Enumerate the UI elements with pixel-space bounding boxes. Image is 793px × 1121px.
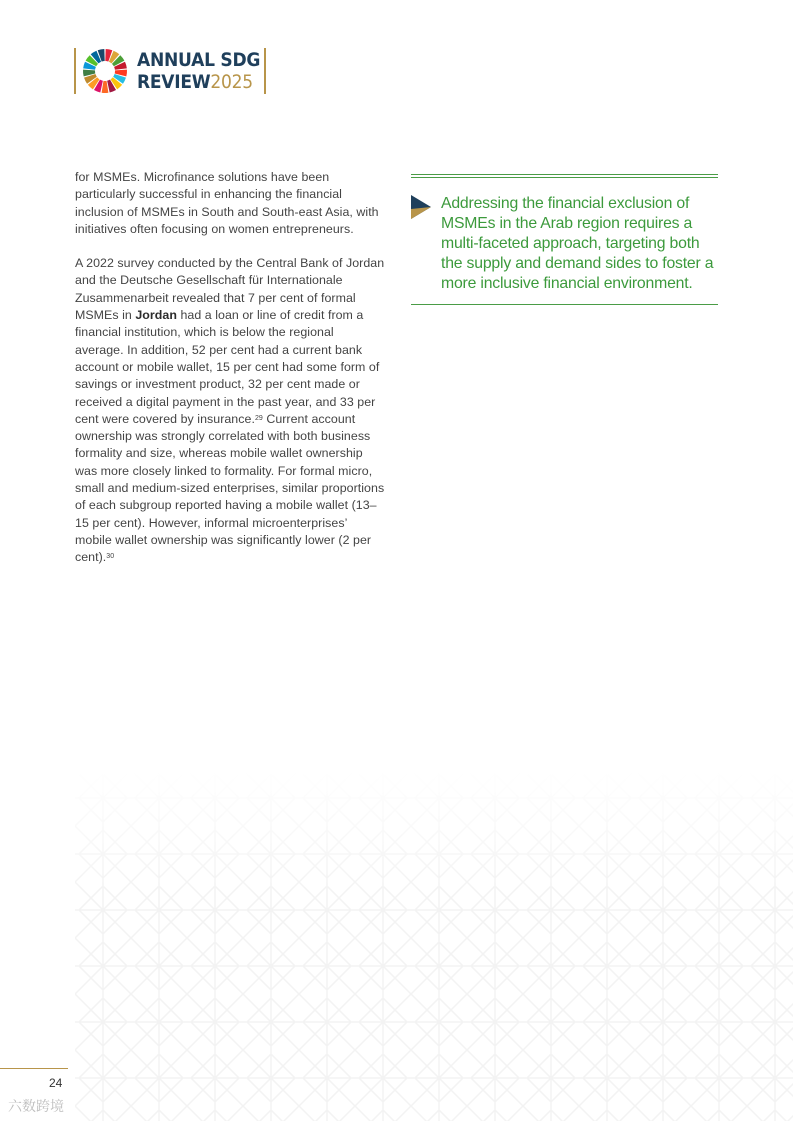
callout-top-rule-2 xyxy=(411,177,718,178)
callout-bottom-rule xyxy=(411,304,718,305)
callout-text: Addressing the financial exclusion of MSMEs in the Arab region requires a multi-faceted approach, targeting both the supply and demand sides to foster a more inclusive financial environment. xyxy=(441,195,714,292)
country-jordan: Jordan xyxy=(135,308,177,323)
play-arrow-icon xyxy=(411,195,431,219)
report-title xyxy=(137,49,260,93)
footnote-30[interactable]: 30 xyxy=(106,553,115,561)
paragraph-2-part-b: had a loan or line of credit from a financial institution, which is below the regional average. In addition, 52 per cent had a current bank account or mobile wallet, 15 per cent had some form of savings or investment product, 32 per cent made or received a digital payment in the past year, and 33 per cent were covered by insurance. xyxy=(75,308,380,426)
header-right-bar xyxy=(264,48,266,94)
paragraph-2-part-a: A 2022 survey conducted by the Central Bank of Jordan and the Deutsche Gesellschaft für Internationale Zusammenarbeit revealed that 7 per cent of formal MSMEs in xyxy=(75,256,385,323)
footnote-29[interactable]: 29 xyxy=(254,414,263,422)
sdg-wheel-logo xyxy=(82,48,128,94)
footer-rule xyxy=(0,1068,68,1069)
watermark: 六数跨境 xyxy=(8,1098,64,1114)
header-left-bar xyxy=(74,48,76,94)
page-number: 24 xyxy=(49,1076,63,1090)
paragraph-1: for MSMEs. Microfinance solutions have been particularly successful in enhancing the financial inclusion of MSMEs in South and South-east Asia, with initiatives often focusing on women entrepreneurs. xyxy=(75,170,379,236)
callout-top-rule-1 xyxy=(411,174,718,175)
title-line-2 xyxy=(137,71,260,93)
key-message-callout xyxy=(411,174,718,307)
title-review: REVIEW xyxy=(137,71,211,93)
callout-body xyxy=(411,180,718,304)
background-pattern xyxy=(75,770,793,1121)
body-column xyxy=(75,169,385,567)
paragraph-2 xyxy=(75,255,385,566)
paragraph-2-part-c: Current account ownership was strongly correlated with both business formality and size, whereas mobile wallet ownership was more closely linked to formality. For formal micro, small and medium-sized enterprises, similar proportions of each subgroup reported having a mobile wallet (13–15 per cent). However, informal microenterprises’ mobile wallet ownership was significantly lower (2 per cent). xyxy=(75,411,385,565)
title-year: 2025 xyxy=(210,71,253,93)
sdg-wheel-segment xyxy=(102,81,109,93)
report-header xyxy=(74,46,269,96)
title-line-1: ANNUAL SDG xyxy=(137,49,261,71)
